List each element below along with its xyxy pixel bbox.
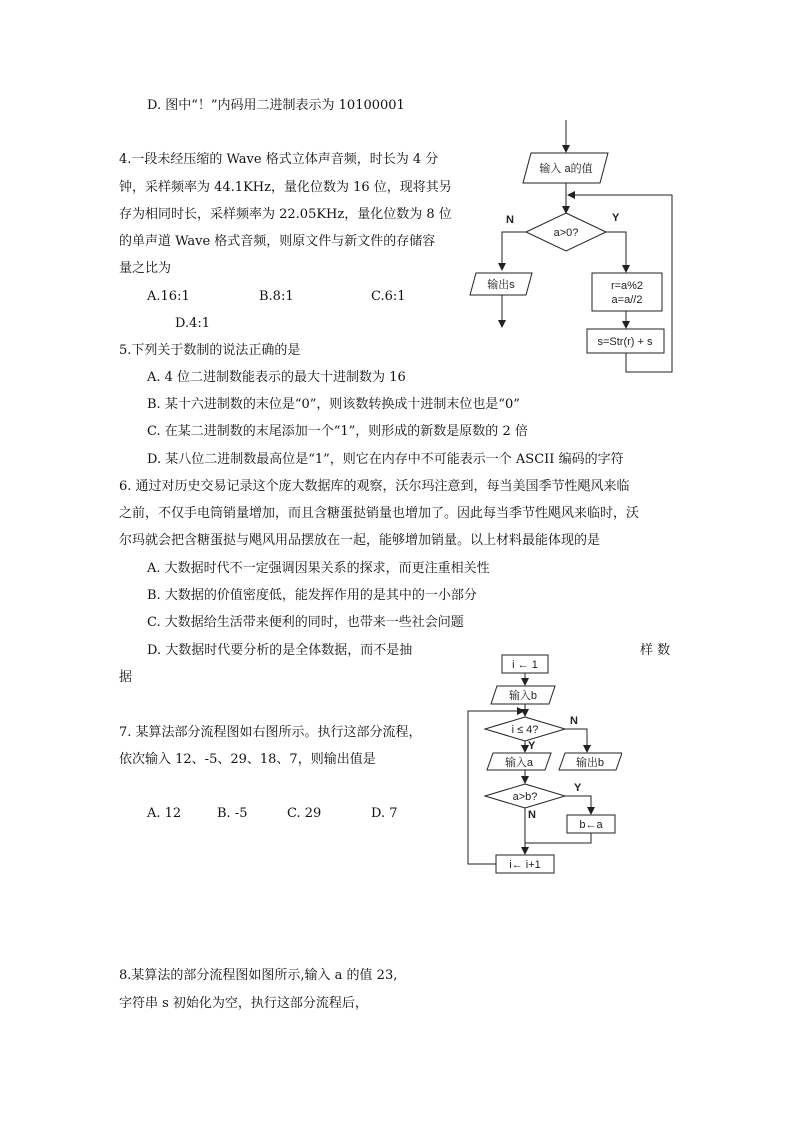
- q7-option-d: D. 7: [371, 806, 398, 821]
- fc1-process-1-line-1: r=a%2: [610, 280, 644, 292]
- fc1-output-label: 输出s: [487, 279, 515, 291]
- flowchart-max-finder: [462, 650, 622, 890]
- fc1-no-label: N: [506, 214, 514, 226]
- q4-stem-line-1: 4.一段未经压缩的 Wave 格式立体声音频，时长为 4 分: [119, 152, 439, 167]
- q6-option-d-part3: 据: [119, 670, 133, 685]
- fc2-merge-line: [525, 833, 591, 843]
- q4-option-b: B.8:1: [259, 289, 294, 304]
- fc2-output-b-label: 输出b: [575, 757, 605, 769]
- q7-option-a: A. 12: [147, 806, 182, 821]
- q6-option-a: A. 大数据时代不一定强调因果关系的探求，而更注重相关性: [147, 561, 490, 576]
- q6-option-d-part1: D. 大数据时代要分析的是全体数据，而不是抽: [147, 643, 413, 658]
- q5-option-a: A. 4 位二进制数能表示的最大十进制数为 16: [147, 370, 406, 385]
- q6-option-b: B. 大数据的价值密度低，能发挥作用的是其中的一小部分: [147, 588, 477, 603]
- fc2-yes-1-label: Y: [528, 740, 536, 752]
- fc1-process-1-line-2: a=a//2: [611, 294, 643, 306]
- q6-stem-line-2: 之前，不仅手电筒销量增加，而且含糖蛋挞销量也增加了。因此每当季节性飓风来临时，沃: [119, 506, 640, 521]
- fc2-cond-2-label: a>b?: [512, 791, 538, 803]
- q6-option-d-part2: 样 数: [640, 643, 671, 658]
- fc2-no-2-label: N: [528, 809, 536, 821]
- fc2-assign-label: b←a: [579, 819, 603, 831]
- fc1-decision-label: a>0?: [553, 227, 579, 239]
- fc2-init-label: i ← 1: [512, 659, 538, 671]
- fc1-input-label: 输入 a的值: [539, 163, 593, 175]
- fc1-process-2-label: s=Str(r) + s: [597, 336, 653, 348]
- q8-stem-line-2: 字符串 s 初始化为空，执行这部分流程后，: [119, 996, 368, 1011]
- q5-stem: 5.下列关于数制的说法正确的是: [119, 343, 301, 358]
- q7-option-b: B. -5: [217, 806, 248, 821]
- q5-option-b: B. 某十六进制数的末位是“0”，则该数转换成十进制末位也是“0”: [147, 397, 520, 412]
- fc2-input-a-label: 输入a: [504, 757, 534, 769]
- q6-stem-line-1: 6. 通过对历史交易记录这个庞大数据库的观察，沃尔玛注意到，每当美国季节性飓风来临: [119, 479, 630, 494]
- q4-stem-line-4: 的单声道 Wave 格式音频，则原文件与新文件的存储容: [119, 234, 436, 249]
- fc2-yes-2-arrow: [565, 796, 591, 814]
- q7-stem-line-1: 7. 某算法部分流程图如右图所示。执行这部分流程，: [119, 725, 422, 740]
- q5-option-c: C. 在某二进制数的末尾添加一个“1”，则形成的新数是原数的 2 倍: [147, 424, 528, 439]
- fc1-yes-branch: [606, 232, 626, 272]
- q6-stem-line-3: 尔玛就会把含糖蛋挞与飓风用品摆放在一起，能够增加销量。以上材料最能体现的是: [119, 533, 601, 548]
- flowchart-binary-conversion: [460, 115, 690, 385]
- q6-option-c: C. 大数据给生活带来便利的同时，也带来一些社会问题: [147, 615, 464, 630]
- fc2-incr-label: i← i+1: [509, 859, 541, 871]
- q4-option-d: D.4:1: [175, 316, 211, 331]
- q4-stem-line-2: 钟，采样频率为 44.1KHz，量化位数为 16 位，现将其另: [119, 180, 452, 195]
- q5-option-d: D. 某八位二进制数最高位是“1”，则它在内存中不可能表示一个 ASCII 编码的字符: [147, 452, 624, 467]
- fc2-no-1-label: N: [570, 715, 578, 727]
- fc2-input-b-label: 输入b: [508, 690, 538, 702]
- q7-stem-line-2: 依次输入 12、-5、29、18、7，则输出值是: [119, 752, 376, 767]
- q4-option-a: A.16:1: [147, 289, 190, 304]
- fc2-yes-2-label: Y: [574, 782, 582, 794]
- q4-stem-line-5: 量之比为: [119, 261, 172, 276]
- q8-stem-line-1: 8.某算法的部分流程图如图所示,输入 a 的值 23,: [119, 968, 398, 983]
- q7-option-c: C. 29: [287, 806, 322, 821]
- fc2-cond-1-label: i ≤ 4?: [511, 724, 539, 736]
- q3-option-d: D. 图中“！”内码用二进制表示为 10100001: [147, 98, 405, 113]
- q4-option-c: C.6:1: [371, 289, 406, 304]
- fc1-no-branch: [502, 232, 526, 270]
- q4-stem-line-3: 存为相同时长，采样频率为 22.05KHz，量化位数为 8 位: [119, 207, 452, 222]
- fc1-yes-label: Y: [612, 212, 620, 224]
- fc2-no-1-arrow: [565, 729, 587, 752]
